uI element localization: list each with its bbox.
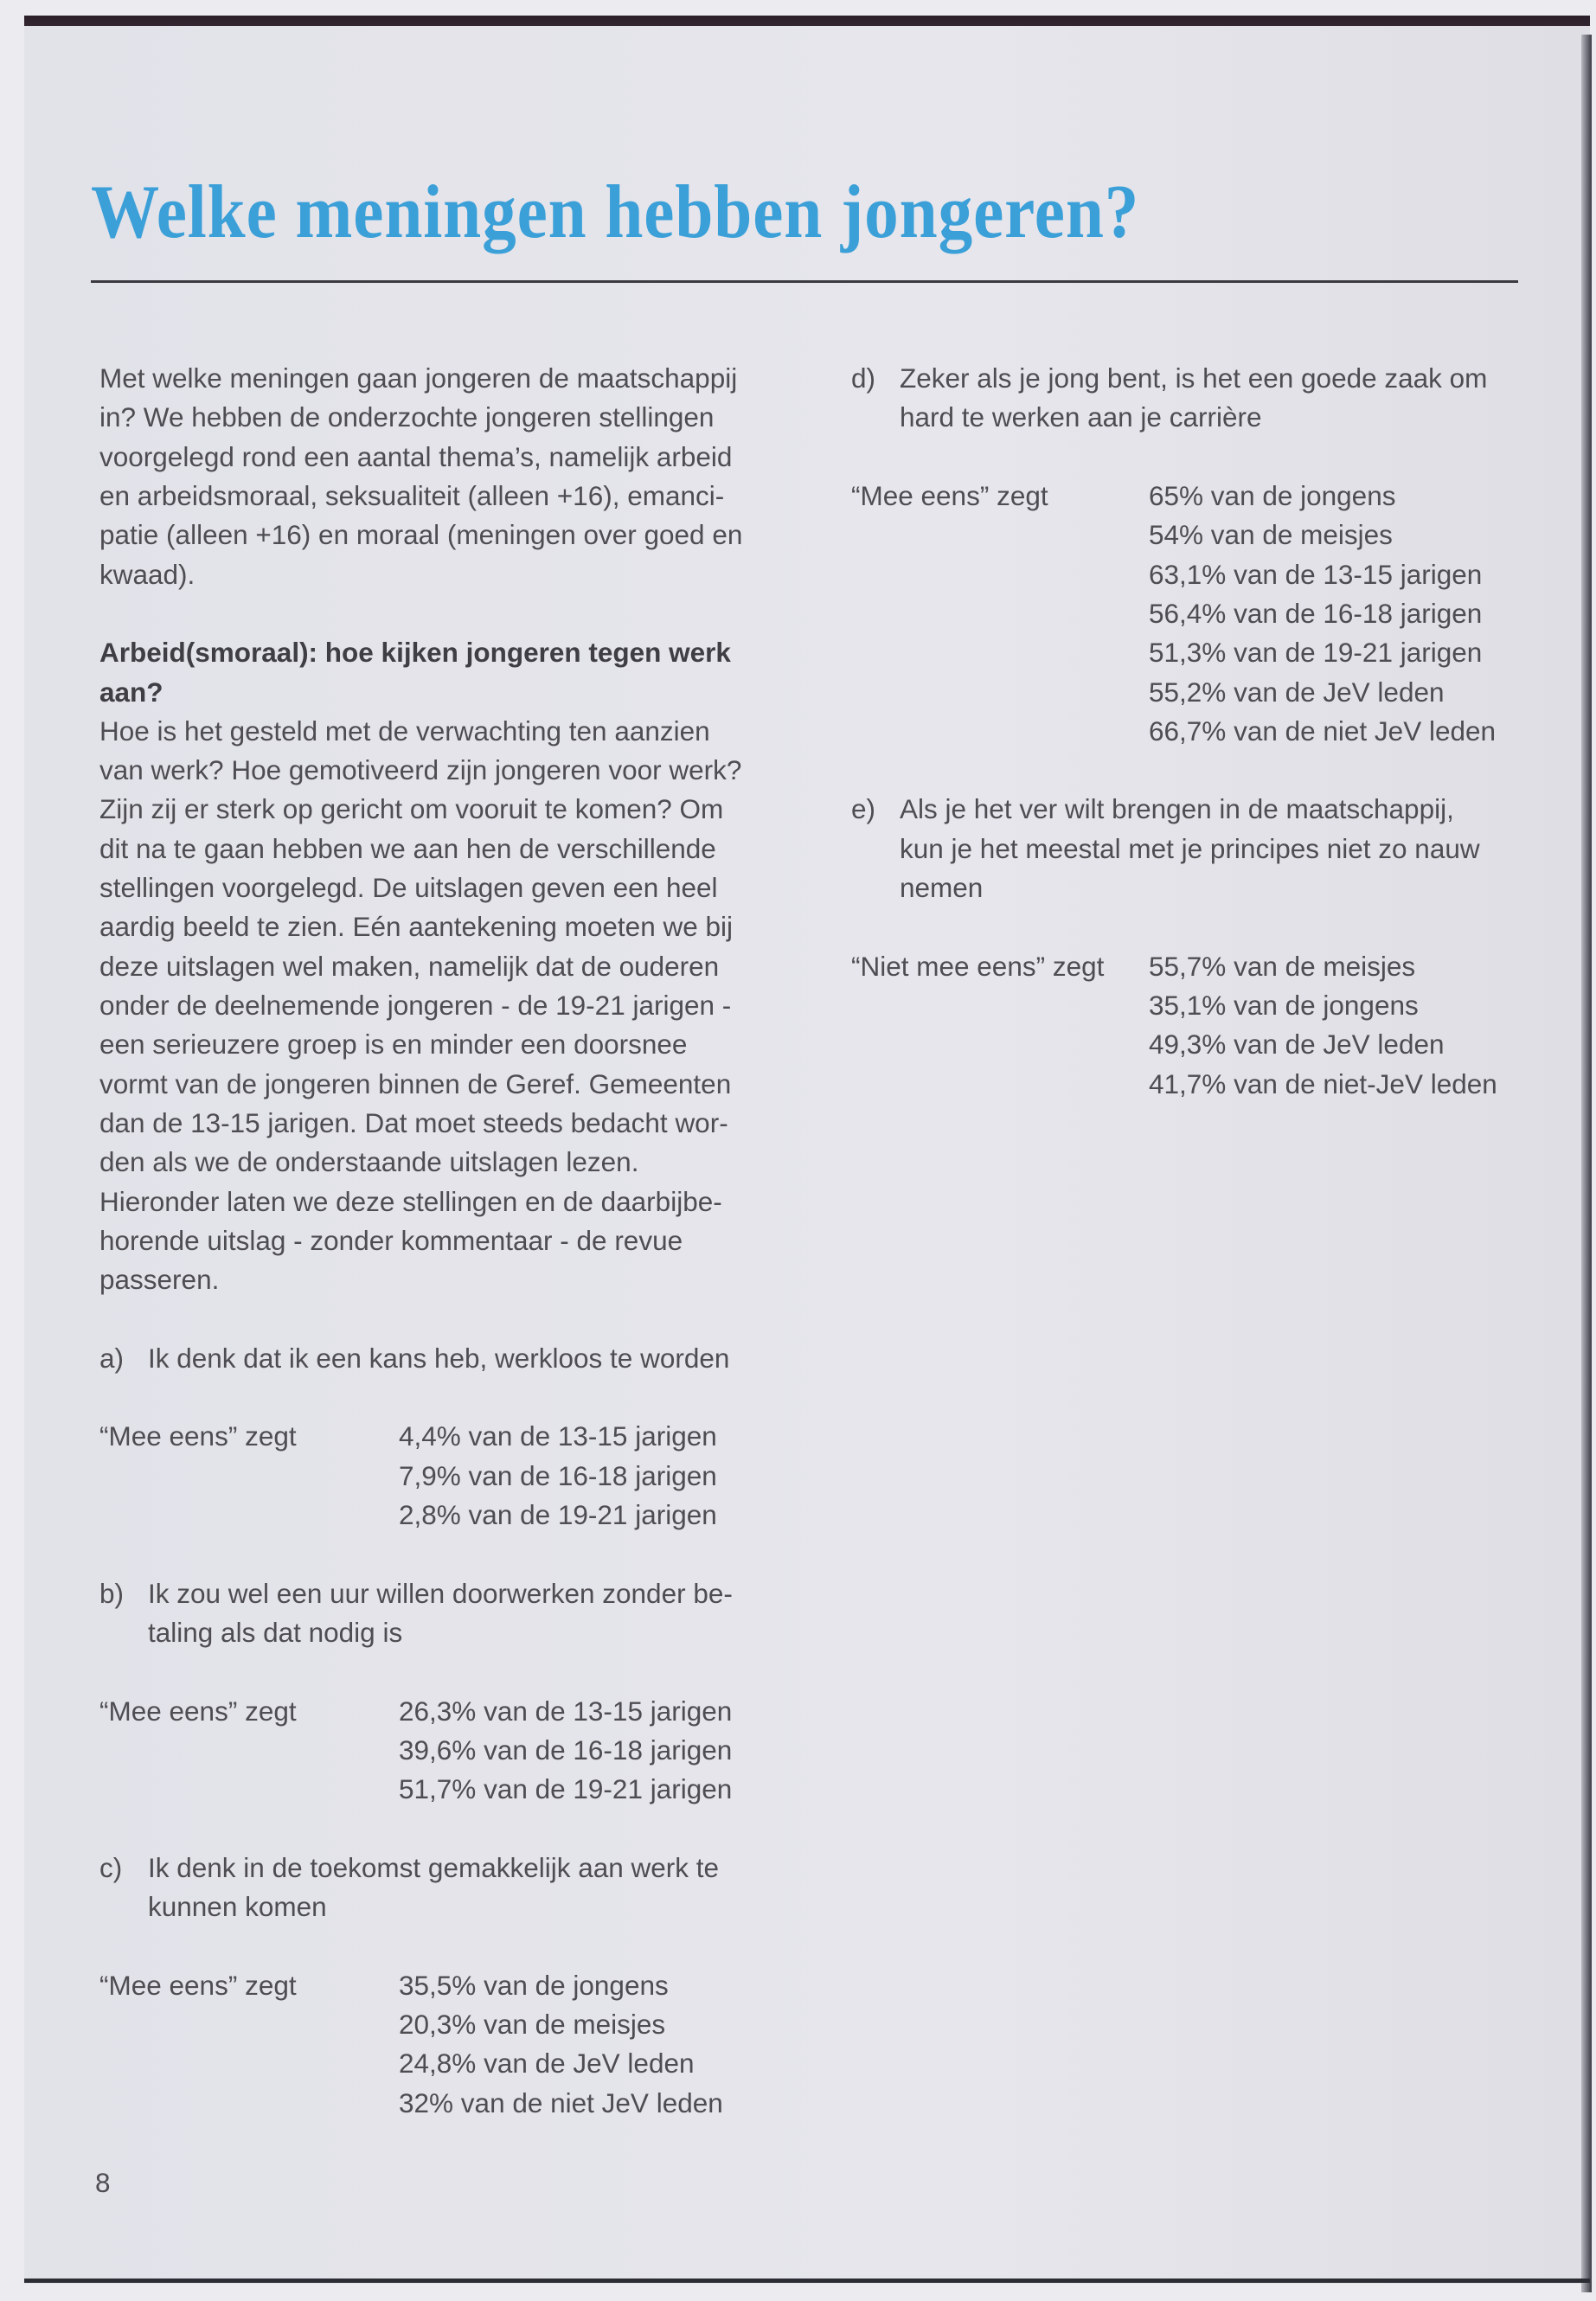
result-value: 51,3% van de 19-21 jarigen <box>1149 637 1483 669</box>
text-line: horende uitslag - zonder kommentaar - de revue <box>99 1224 683 1256</box>
statement-line: kunnen komen <box>148 1891 327 1923</box>
heading-line: aan? <box>99 676 163 708</box>
right-column <box>851 359 1543 1104</box>
result-value: 63,1% van de 13-15 jarigen <box>1149 558 1483 590</box>
result-a <box>99 1417 809 1535</box>
heading-line: Arbeid(smoraal): hoe kijken jongeren tegen werk <box>99 637 731 669</box>
statement-d <box>851 359 1543 438</box>
statement-line: kun je het meestal met je principes niet zo nauw <box>900 832 1480 864</box>
statement-c <box>99 1849 809 1927</box>
result-value: 24,8% van de JeV leden <box>399 2048 695 2080</box>
section-heading <box>99 633 809 712</box>
text-line: Hoe is het gesteld met de verwachting ten aanzien <box>99 715 710 747</box>
text-line: en arbeidsmoraal, seksualiteit (alleen +16), emanci- <box>99 479 725 511</box>
scan-right-edge <box>1581 35 1592 2292</box>
result-value: 54% van de meisjes <box>1149 519 1393 551</box>
statement-line: Ik zou wel een uur willen doorwerken zonder be- <box>148 1577 733 1609</box>
statement-marker: c) <box>99 1851 123 1883</box>
text-line: voorgelegd rond een aantal thema’s, namelijk arbeid <box>99 440 733 472</box>
result-c <box>99 1966 809 2123</box>
text-line: passeren. <box>99 1264 220 1296</box>
statement-line: Als je het ver wilt brengen in de maatschappij, <box>900 793 1454 825</box>
result-label: “Mee eens” zegt <box>851 479 1048 511</box>
statement-marker: e) <box>851 793 876 825</box>
text-line: onder de deelnemende jongeren - de 19-21 jarigen - <box>99 990 732 1021</box>
page-title: Welke meningen hebben jongeren? <box>91 170 1140 254</box>
scan-bottom-edge <box>24 2279 1590 2283</box>
result-label: “Niet mee eens” zegt <box>851 950 1105 982</box>
result-b <box>99 1692 809 1810</box>
result-value: 55,2% van de JeV leden <box>1149 676 1445 708</box>
statement-line: Ik denk in de toekomst gemakkelijk aan werk te <box>148 1851 720 1883</box>
result-value: 56,4% van de 16-18 jarigen <box>1149 597 1483 629</box>
text-line: dit na te gaan hebben we aan hen de verschillende <box>99 832 716 864</box>
text-line: Zijn zij er sterk op gericht om vooruit te komen? Om <box>99 793 724 825</box>
statement-b <box>99 1574 809 1653</box>
result-label: “Mee eens” zegt <box>99 1969 297 2001</box>
result-label: “Mee eens” zegt <box>99 1420 297 1452</box>
statement-line: nemen <box>900 872 984 904</box>
result-e <box>851 947 1543 1104</box>
result-value: 55,7% van de meisjes <box>1149 950 1416 982</box>
result-value: 35,1% van de jongens <box>1149 990 1419 1021</box>
result-value: 32% van de niet JeV leden <box>399 2086 723 2118</box>
result-value: 39,6% van de 16-18 jarigen <box>399 1734 733 1766</box>
text-line: deze uitslagen wel maken, namelijk dat de ouderen <box>99 950 720 982</box>
result-value: 2,8% van de 19-21 jarigen <box>399 1499 717 1531</box>
statement-e <box>851 790 1543 907</box>
text-line: kwaad). <box>99 558 195 590</box>
result-d <box>851 477 1543 751</box>
text-line: Hieronder laten we deze stellingen en de daarbijbe- <box>99 1185 722 1217</box>
result-value: 7,9% van de 16-18 jarigen <box>399 1459 717 1491</box>
result-value: 66,7% van de niet JeV leden <box>1149 715 1497 747</box>
text-line: den als we de onderstaande uitslagen lezen. <box>99 1146 639 1178</box>
text-line: stellingen voorgelegd. De uitslagen geven een heel <box>99 872 718 904</box>
text-line: van werk? Hoe gemotiveerd zijn jongeren voor werk? <box>99 754 742 786</box>
intro-paragraph <box>99 359 809 594</box>
statement-line: taling als dat nodig is <box>148 1617 403 1648</box>
statement-line: Ik denk dat ik een kans heb, werkloos te worden <box>148 1342 730 1374</box>
body-paragraph <box>99 712 809 1300</box>
text-line: in? We hebben de onderzochte jongeren stellingen <box>99 401 715 433</box>
result-value: 35,5% van de jongens <box>399 1969 669 2001</box>
statement-a <box>99 1339 809 1378</box>
left-column <box>99 359 809 2123</box>
result-value: 20,3% van de meisjes <box>399 2009 666 2041</box>
text-line: een serieuzere groep is en minder een doorsnee <box>99 1029 688 1061</box>
statement-marker: b) <box>99 1577 125 1609</box>
result-value: 49,3% van de JeV leden <box>1149 1029 1445 1061</box>
result-value: 65% van de jongens <box>1149 479 1396 511</box>
page-number: 8 <box>95 2167 111 2198</box>
result-value: 4,4% van de 13-15 jarigen <box>399 1420 717 1452</box>
text-line: dan de 13-15 jarigen. Dat moet steeds bedacht wor- <box>99 1106 728 1138</box>
result-value: 51,7% van de 19-21 jarigen <box>399 1773 733 1805</box>
statement-line: Zeker als je jong bent, is het een goede zaak om <box>900 362 1488 394</box>
result-label: “Mee eens” zegt <box>99 1695 297 1727</box>
statement-line: hard te werken aan je carrière <box>900 401 1262 433</box>
statement-marker: a) <box>99 1342 125 1374</box>
statement-marker: d) <box>851 362 876 394</box>
text-line: vormt van de jongeren binnen de Geref. Gemeenten <box>99 1067 732 1099</box>
result-value: 41,7% van de niet-JeV leden <box>1149 1067 1497 1099</box>
title-rule <box>91 280 1518 283</box>
text-line: Met welke meningen gaan jongeren de maatschappij <box>99 362 738 394</box>
text-line: aardig beeld te zien. Eén aantekening moeten we bij <box>99 911 734 943</box>
text-line: patie (alleen +16) en moraal (meningen over goed en <box>99 519 743 551</box>
result-value: 26,3% van de 13-15 jarigen <box>399 1695 733 1727</box>
